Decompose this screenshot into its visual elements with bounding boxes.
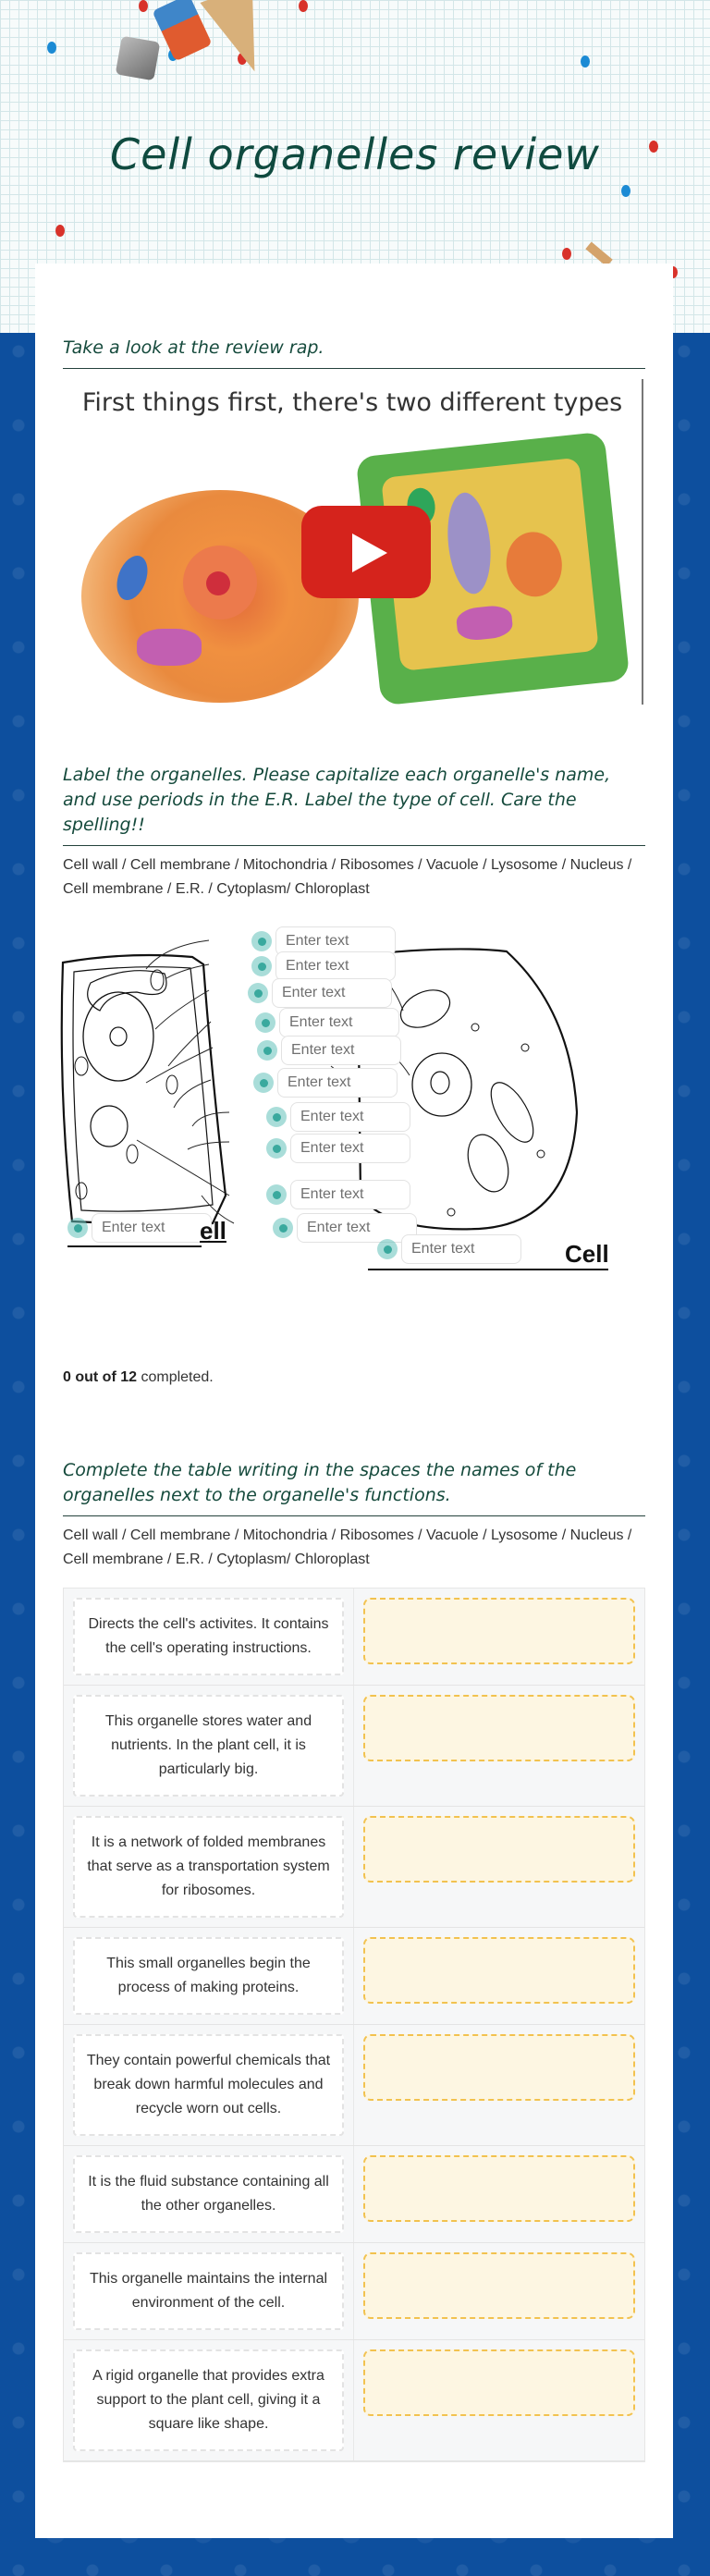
label-hotspot-cell-type-left (67, 1214, 212, 1242)
decor-dot-icon (55, 225, 65, 237)
table-section (63, 1458, 645, 1572)
function-clue: A rigid organelle that provides extra support to the plant cell, giving it a square like shape. (73, 2349, 344, 2451)
answer-drop-zone[interactable] (363, 2155, 635, 2222)
table-row (64, 1928, 644, 2025)
function-clue: They contain powerful chemicals that break down harmful molecules and recycle worn out cells. (73, 2034, 344, 2136)
hotspot-pin-icon[interactable] (266, 1107, 287, 1127)
table-row (64, 1589, 644, 1686)
function-clue: It is a network of folded membranes that serve as a transportation system for ribosomes. (73, 1816, 344, 1918)
page-title: Cell organelles review (109, 129, 601, 179)
hotspot-pin-icon[interactable] (266, 1138, 287, 1159)
video-embed[interactable] (63, 379, 643, 705)
video-section (63, 336, 645, 369)
answer-drop-zone[interactable] (363, 1816, 635, 1883)
label-input-9[interactable] (290, 1180, 410, 1209)
table-row (64, 1807, 644, 1928)
label-hotspot-4 (255, 1009, 399, 1037)
function-clue: This organelle stores water and nutrients. In the plant cell, it is particularly big. (73, 1695, 344, 1797)
answer-drop-zone[interactable] (363, 1695, 635, 1761)
label-instruction: Label the organelles. Please capitalize each organelle's name, and use periods in the E.R. Label the type of cell. Care the spelling!! (63, 763, 645, 846)
decor-dot-icon (562, 248, 571, 260)
table-instruction: Complete the table writing in the spaces the names of the organelles next to the organelle's functions. (63, 1458, 645, 1516)
label-hotspot-3 (248, 979, 392, 1007)
right-cell-type-label: Cell (565, 1240, 609, 1268)
label-word-bank: Cell wall / Cell membrane / Mitochondria / Ribosomes / Vacuole / Lysosome / Nucleus / Cell membrane / E.R. / Cytoplasm/ Chloroplast (63, 857, 632, 897)
label-hotspot-6 (253, 1069, 398, 1097)
decor-dot-icon (299, 0, 308, 12)
completion-count: 0 out of 12 (63, 1369, 138, 1385)
hotspot-pin-icon[interactable] (248, 983, 268, 1003)
decor-dot-icon (47, 42, 56, 54)
table-row (64, 2340, 644, 2461)
left-cell-type-label: ell (200, 1217, 226, 1245)
label-input-5[interactable] (281, 1036, 401, 1065)
worksheet-card (35, 264, 673, 2538)
label-hotspot-8 (266, 1135, 410, 1162)
label-input-11[interactable] (92, 1213, 212, 1243)
sharpener-icon (116, 36, 161, 81)
label-input-8[interactable] (290, 1134, 410, 1163)
table-row (64, 2243, 644, 2340)
answer-drop-zone[interactable] (363, 2349, 635, 2416)
video-instruction: Take a look at the review rap. (63, 336, 645, 369)
table-row (64, 2146, 644, 2243)
label-input-7[interactable] (290, 1102, 410, 1132)
decor-dot-icon (581, 55, 590, 67)
label-hotspot-5 (257, 1037, 401, 1064)
hotspot-pin-icon[interactable] (67, 1218, 88, 1238)
hotspot-pin-icon[interactable] (251, 931, 272, 951)
video-caption: First things first, there's two different types (81, 388, 623, 417)
completion-suffix: completed. (137, 1369, 214, 1385)
label-hotspot-cell-type-right (377, 1235, 521, 1263)
label-hotspot-2 (251, 952, 396, 980)
label-input-4[interactable] (279, 1008, 399, 1037)
answer-drop-zone[interactable] (363, 1937, 635, 2004)
function-clue: This organelle maintains the internal environment of the cell. (73, 2252, 344, 2330)
label-input-3[interactable] (272, 978, 392, 1008)
table-row (64, 1686, 644, 1807)
decor-dot-icon (139, 0, 148, 12)
hotspot-pin-icon[interactable] (266, 1184, 287, 1205)
hotspot-pin-icon[interactable] (255, 1012, 275, 1033)
cell-diagram (54, 927, 655, 1297)
function-clue: This small organelles begin the process of making proteins. (73, 1937, 344, 2015)
hotspot-pin-icon[interactable] (251, 956, 272, 976)
youtube-play-icon[interactable] (301, 506, 431, 598)
label-input-2[interactable] (275, 951, 396, 981)
answer-drop-zone[interactable] (363, 2034, 635, 2101)
matching-table (63, 1588, 645, 2462)
function-clue: Directs the cell's activites. It contains the cell's operating instructions. (73, 1598, 344, 1675)
hotspot-pin-icon[interactable] (273, 1218, 293, 1238)
label-hotspot-7 (266, 1103, 410, 1131)
label-input-6[interactable] (277, 1068, 398, 1098)
answer-drop-zone[interactable] (363, 1598, 635, 1664)
hotspot-pin-icon[interactable] (257, 1040, 277, 1061)
completion-status (63, 1369, 214, 1386)
table-word-bank: Cell wall / Cell membrane / Mitochondria / Ribosomes / Vacuole / Lysosome / Nucleus / Cell membrane / E.R. / Cytoplasm/ Chloroplast (63, 1527, 632, 1567)
function-clue: It is the fluid substance containing all the other organelles. (73, 2155, 344, 2233)
label-section (63, 763, 645, 902)
decor-dot-icon (621, 185, 630, 197)
label-hotspot-9 (266, 1181, 410, 1208)
hotspot-pin-icon[interactable] (253, 1073, 274, 1093)
table-row (64, 2025, 644, 2146)
label-input-12[interactable] (401, 1234, 521, 1264)
hotspot-pin-icon[interactable] (377, 1239, 398, 1259)
answer-drop-zone[interactable] (363, 2252, 635, 2319)
